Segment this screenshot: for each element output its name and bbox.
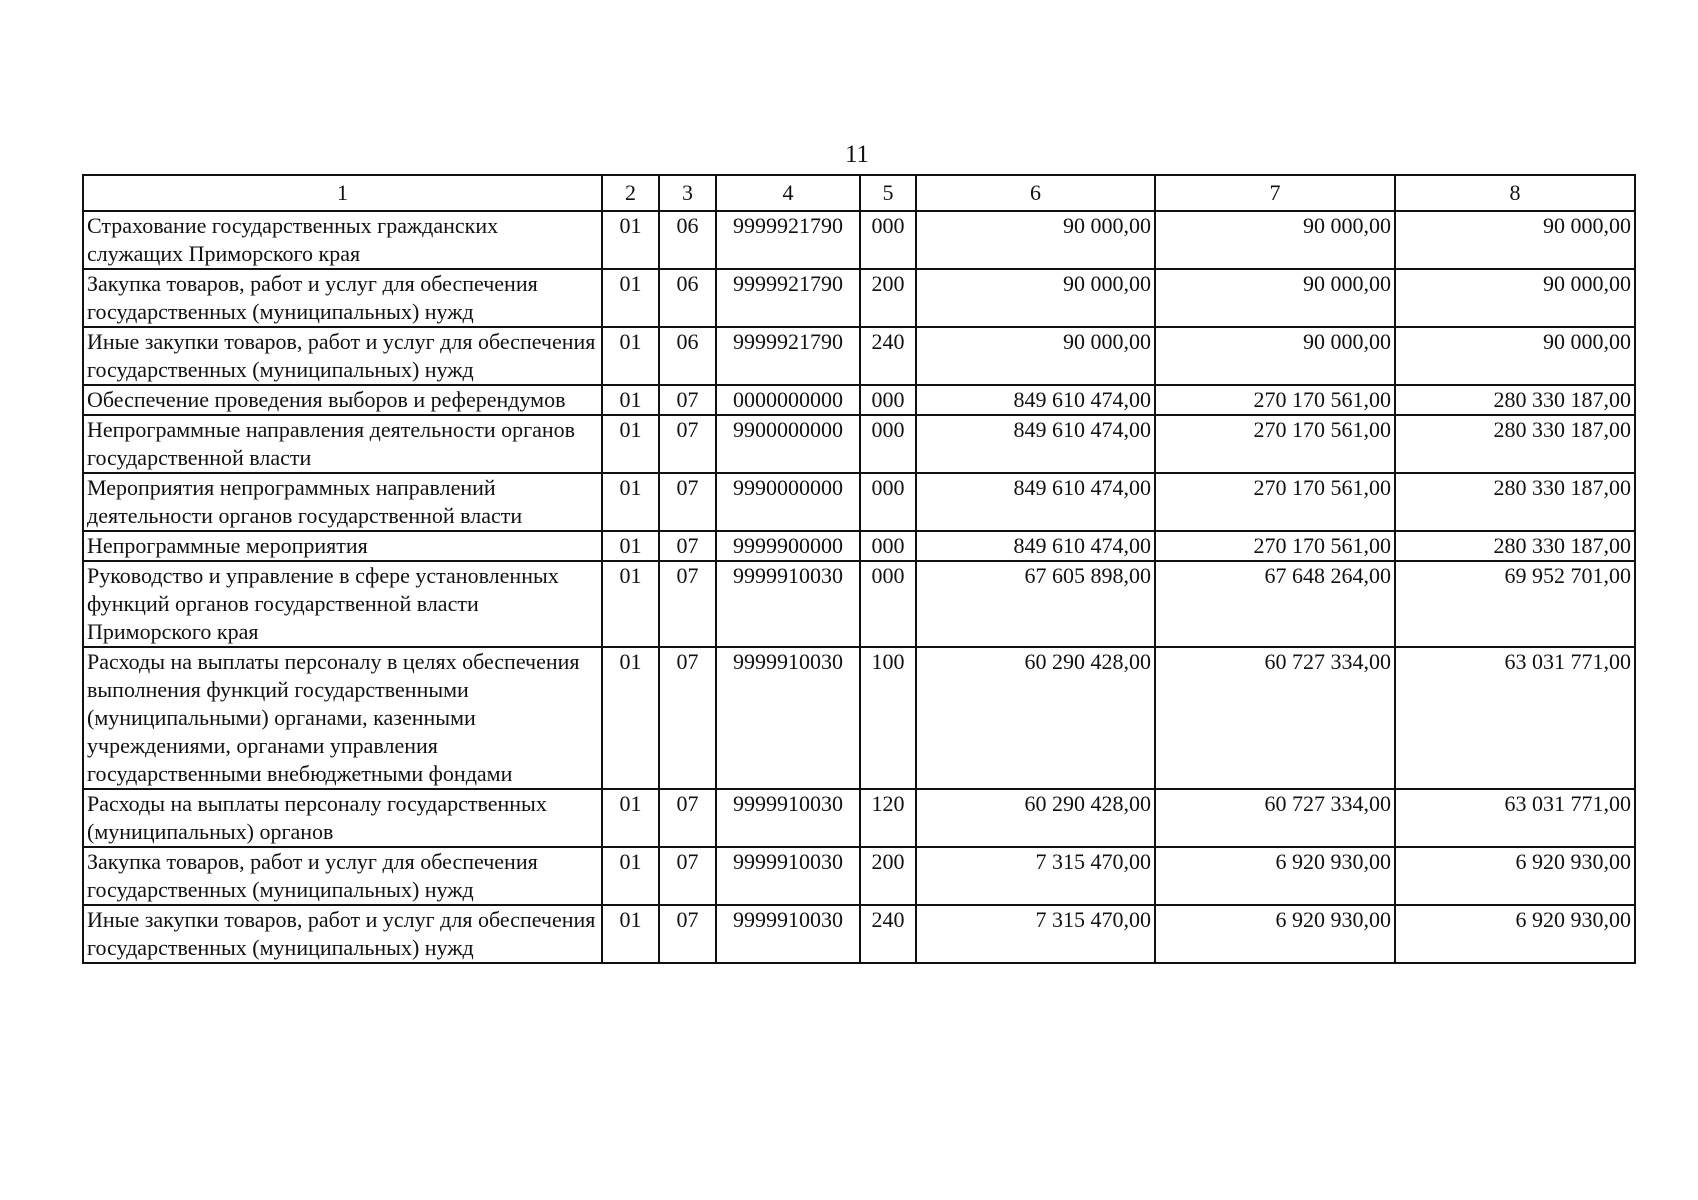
row-name: Иные закупки товаров, работ и услуг для обеспечения государственных (муниципальных) нужд [83, 905, 602, 963]
table-row [83, 415, 1635, 473]
table-row [83, 647, 1635, 789]
section-code: 01 [602, 269, 659, 327]
amount-col-8: 280 330 187,00 [1395, 531, 1635, 561]
column-header: 8 [1395, 175, 1635, 211]
row-name: Мероприятия непрограммных направлений деятельности органов государственной власти [83, 473, 602, 531]
amount-col-8: 90 000,00 [1395, 327, 1635, 385]
amount-col-8: 6 920 930,00 [1395, 847, 1635, 905]
amount-col-8: 63 031 771,00 [1395, 789, 1635, 847]
header-row [83, 175, 1635, 211]
subsection-code: 06 [659, 211, 716, 269]
column-header: 4 [716, 175, 860, 211]
amount-col-6: 90 000,00 [916, 211, 1155, 269]
subsection-code: 07 [659, 415, 716, 473]
amount-col-8: 6 920 930,00 [1395, 905, 1635, 963]
table-row [83, 269, 1635, 327]
section-code: 01 [602, 415, 659, 473]
amount-col-6: 849 610 474,00 [916, 473, 1155, 531]
row-name: Руководство и управление в сфере установленных функций органов государственной власти Приморского края [83, 561, 602, 647]
expense-type-code: 000 [860, 211, 916, 269]
section-code: 01 [602, 905, 659, 963]
subsection-code: 07 [659, 647, 716, 789]
budget-table [82, 174, 1636, 964]
table-row [83, 531, 1635, 561]
subsection-code: 07 [659, 385, 716, 415]
expense-type-code: 240 [860, 905, 916, 963]
section-code: 01 [602, 847, 659, 905]
amount-col-7: 270 170 561,00 [1155, 531, 1395, 561]
target-article-code: 9999910030 [716, 561, 860, 647]
amount-col-7: 270 170 561,00 [1155, 385, 1395, 415]
table-row [83, 385, 1635, 415]
amount-col-6: 60 290 428,00 [916, 647, 1155, 789]
section-code: 01 [602, 385, 659, 415]
row-name: Закупка товаров, работ и услуг для обеспечения государственных (муниципальных) нужд [83, 847, 602, 905]
subsection-code: 07 [659, 905, 716, 963]
amount-col-7: 270 170 561,00 [1155, 415, 1395, 473]
section-code: 01 [602, 789, 659, 847]
amount-col-6: 849 610 474,00 [916, 385, 1155, 415]
row-name: Расходы на выплаты персоналу государственных (муниципальных) органов [83, 789, 602, 847]
column-header: 7 [1155, 175, 1395, 211]
row-name: Иные закупки товаров, работ и услуг для обеспечения государственных (муниципальных) нужд [83, 327, 602, 385]
target-article-code: 9999910030 [716, 647, 860, 789]
table-row [83, 905, 1635, 963]
table-row [83, 847, 1635, 905]
target-article-code: 9999910030 [716, 789, 860, 847]
target-article-code: 9999921790 [716, 327, 860, 385]
table-row [83, 561, 1635, 647]
amount-col-6: 7 315 470,00 [916, 847, 1155, 905]
target-article-code: 9999910030 [716, 905, 860, 963]
target-article-code: 9999921790 [716, 269, 860, 327]
row-name: Непрограммные мероприятия [83, 531, 602, 561]
column-header: 2 [602, 175, 659, 211]
expense-type-code: 240 [860, 327, 916, 385]
target-article-code: 9999921790 [716, 211, 860, 269]
section-code: 01 [602, 561, 659, 647]
target-article-code: 9900000000 [716, 415, 860, 473]
section-code: 01 [602, 473, 659, 531]
column-header: 5 [860, 175, 916, 211]
expense-type-code: 000 [860, 531, 916, 561]
amount-col-8: 63 031 771,00 [1395, 647, 1635, 789]
subsection-code: 07 [659, 847, 716, 905]
column-header: 1 [83, 175, 602, 211]
amount-col-6: 849 610 474,00 [916, 531, 1155, 561]
expense-type-code: 000 [860, 415, 916, 473]
amount-col-6: 7 315 470,00 [916, 905, 1155, 963]
row-name: Расходы на выплаты персоналу в целях обеспечения выполнения функций государственными (муниципальными) органами, казенными учреждениями, органами управления государственными внебюджетными фондами [83, 647, 602, 789]
column-header: 6 [916, 175, 1155, 211]
amount-col-7: 90 000,00 [1155, 211, 1395, 269]
page-number: 11 [844, 141, 870, 168]
amount-col-7: 60 727 334,00 [1155, 647, 1395, 789]
expense-type-code: 120 [860, 789, 916, 847]
amount-col-8: 69 952 701,00 [1395, 561, 1635, 647]
subsection-code: 07 [659, 561, 716, 647]
amount-col-7: 270 170 561,00 [1155, 473, 1395, 531]
amount-col-7: 6 920 930,00 [1155, 905, 1395, 963]
section-code: 01 [602, 531, 659, 561]
row-name: Закупка товаров, работ и услуг для обеспечения государственных (муниципальных) нужд [83, 269, 602, 327]
amount-col-6: 67 605 898,00 [916, 561, 1155, 647]
subsection-code: 07 [659, 473, 716, 531]
table-row [83, 211, 1635, 269]
section-code: 01 [602, 327, 659, 385]
subsection-code: 07 [659, 531, 716, 561]
expense-type-code: 000 [860, 385, 916, 415]
amount-col-8: 280 330 187,00 [1395, 473, 1635, 531]
target-article-code: 9999910030 [716, 847, 860, 905]
table-row [83, 327, 1635, 385]
target-article-code: 9990000000 [716, 473, 860, 531]
target-article-code: 9999900000 [716, 531, 860, 561]
amount-col-6: 90 000,00 [916, 327, 1155, 385]
table-row [83, 473, 1635, 531]
amount-col-7: 67 648 264,00 [1155, 561, 1395, 647]
amount-col-6: 849 610 474,00 [916, 415, 1155, 473]
amount-col-7: 90 000,00 [1155, 327, 1395, 385]
expense-type-code: 000 [860, 473, 916, 531]
amount-col-6: 90 000,00 [916, 269, 1155, 327]
amount-col-7: 6 920 930,00 [1155, 847, 1395, 905]
row-name: Страхование государственных гражданских служащих Приморского края [83, 211, 602, 269]
row-name: Непрограммные направления деятельности органов государственной власти [83, 415, 602, 473]
subsection-code: 07 [659, 789, 716, 847]
expense-type-code: 200 [860, 847, 916, 905]
table-row [83, 789, 1635, 847]
section-code: 01 [602, 211, 659, 269]
amount-col-8: 280 330 187,00 [1395, 385, 1635, 415]
amount-col-8: 280 330 187,00 [1395, 415, 1635, 473]
row-name: Обеспечение проведения выборов и референдумов [83, 385, 602, 415]
column-header: 3 [659, 175, 716, 211]
expense-type-code: 100 [860, 647, 916, 789]
target-article-code: 0000000000 [716, 385, 860, 415]
amount-col-7: 60 727 334,00 [1155, 789, 1395, 847]
amount-col-6: 60 290 428,00 [916, 789, 1155, 847]
expense-type-code: 000 [860, 561, 916, 647]
amount-col-8: 90 000,00 [1395, 211, 1635, 269]
amount-col-7: 90 000,00 [1155, 269, 1395, 327]
subsection-code: 06 [659, 327, 716, 385]
amount-col-8: 90 000,00 [1395, 269, 1635, 327]
expense-type-code: 200 [860, 269, 916, 327]
subsection-code: 06 [659, 269, 716, 327]
section-code: 01 [602, 647, 659, 789]
